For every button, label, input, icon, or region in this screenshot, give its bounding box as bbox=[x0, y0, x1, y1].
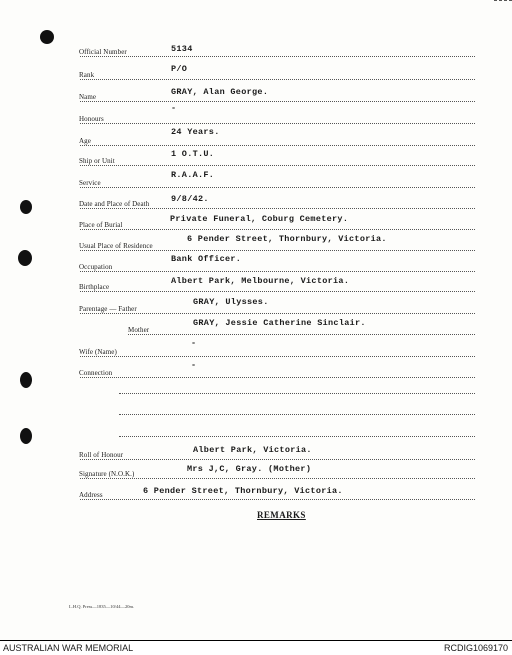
leader-dots bbox=[80, 478, 475, 479]
blank-line bbox=[119, 414, 475, 415]
leader-dots bbox=[80, 250, 475, 251]
connection-label: Connection bbox=[79, 369, 113, 377]
page-corner-mark bbox=[494, 0, 512, 5]
blank-line bbox=[119, 436, 475, 437]
leader-dots bbox=[80, 101, 475, 102]
occupation-label: Occupation bbox=[79, 263, 113, 271]
leader-dots bbox=[80, 187, 475, 188]
punch-hole bbox=[40, 30, 54, 44]
rank-label: Rank bbox=[79, 71, 95, 79]
leader-dots bbox=[80, 313, 475, 314]
service-label: Service bbox=[79, 179, 101, 187]
leader-dots bbox=[80, 459, 475, 460]
rank-value: P/O bbox=[171, 64, 188, 74]
archive-reference: RCDIG1069170 bbox=[443, 643, 508, 653]
leader-dots bbox=[80, 208, 475, 209]
burial-label: Place of Burial bbox=[79, 221, 123, 229]
wife-value: - bbox=[191, 338, 197, 348]
punch-hole bbox=[20, 200, 32, 214]
death-value: 9/8/42. bbox=[171, 194, 209, 204]
punch-hole bbox=[20, 428, 32, 444]
signature-value: Mrs J,C, Gray. (Mother) bbox=[187, 464, 312, 474]
father-label: Parentage — Father bbox=[79, 305, 137, 313]
roll-of-honour-label: Roll of Honour bbox=[79, 451, 124, 459]
leader-dots bbox=[80, 123, 475, 124]
leader-dots bbox=[80, 377, 475, 378]
burial-value: Private Funeral, Coburg Cemetery. bbox=[170, 214, 349, 224]
honours-label: Honours bbox=[79, 115, 104, 123]
leader-dots bbox=[80, 271, 475, 272]
remarks-heading: REMARKS bbox=[257, 510, 306, 520]
leader-dots bbox=[80, 145, 475, 146]
punch-hole bbox=[18, 250, 32, 266]
leader-dots bbox=[80, 291, 475, 292]
leader-dots bbox=[80, 499, 475, 500]
service-value: R.A.A.F. bbox=[171, 170, 215, 180]
leader-dots bbox=[80, 229, 475, 230]
father-value: GRAY, Ulysses. bbox=[193, 297, 269, 307]
punch-hole bbox=[20, 372, 32, 388]
address-label: Address bbox=[79, 491, 103, 499]
name-label: Name bbox=[79, 93, 97, 101]
birthplace-value: Albert Park, Melbourne, Victoria. bbox=[171, 276, 350, 286]
birthplace-label: Birthplace bbox=[79, 283, 110, 291]
mother-label: Mother bbox=[128, 326, 150, 334]
official-number-label: Official Number bbox=[79, 48, 127, 56]
wife-label: Wife (Name) bbox=[79, 348, 117, 356]
occupation-value: Bank Officer. bbox=[171, 254, 242, 264]
official-number-value: 5134 bbox=[171, 44, 193, 54]
leader-dots bbox=[80, 165, 475, 166]
age-label: Age bbox=[79, 137, 91, 145]
name-value: GRAY, Alan George. bbox=[171, 87, 269, 97]
archive-footer bbox=[0, 640, 512, 655]
residence-label: Usual Place of Residence bbox=[79, 242, 153, 250]
address-value: 6 Pender Street, Thornbury, Victoria. bbox=[143, 486, 343, 496]
roll-of-honour-value: Albert Park, Victoria. bbox=[193, 445, 312, 455]
connection-value: - bbox=[191, 360, 197, 370]
ship-unit-value: 1 O.T.U. bbox=[171, 149, 215, 159]
blank-line bbox=[119, 393, 475, 394]
honours-value: - bbox=[171, 103, 177, 113]
signature-label: Signature (N.O.K.) bbox=[79, 470, 135, 478]
printer-note: L.H.Q. Press—1835—10/44—20m. bbox=[69, 604, 135, 609]
residence-value: 6 Pender Street, Thornbury, Victoria. bbox=[187, 234, 387, 244]
leader-dots bbox=[80, 356, 475, 357]
mother-value: GRAY, Jessie Catherine Sinclair. bbox=[193, 318, 366, 328]
death-label: Date and Place of Death bbox=[79, 200, 150, 208]
archive-name: AUSTRALIAN WAR MEMORIAL bbox=[3, 643, 134, 653]
age-value: 24 Years. bbox=[171, 127, 220, 137]
leader-dots bbox=[80, 79, 475, 80]
leader-dots bbox=[128, 334, 475, 335]
leader-dots bbox=[80, 56, 475, 57]
ship-unit-label: Ship or Unit bbox=[79, 157, 115, 165]
